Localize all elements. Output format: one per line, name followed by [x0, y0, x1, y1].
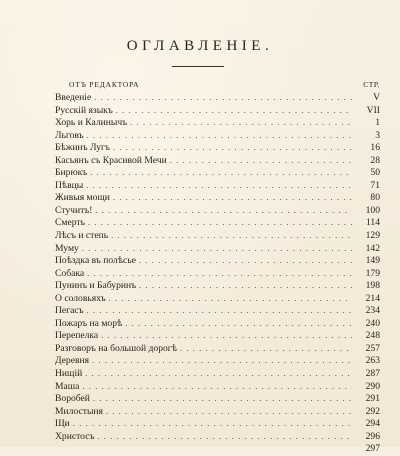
toc-entry-page: 80 — [370, 192, 380, 204]
toc-header-page-label: СТР. — [363, 80, 380, 89]
toc-entry-title: Пунинъ и Бабуринъ — [55, 280, 137, 292]
toc-leader-dots — [73, 418, 352, 431]
toc-entry-page: 100 — [365, 204, 380, 216]
toc-leader-dots — [130, 117, 352, 130]
toc-entry-page: 149 — [365, 255, 380, 267]
toc-leader-dots — [87, 305, 352, 318]
toc-leader-dots — [170, 155, 352, 168]
toc-entry-page: VII — [366, 104, 380, 116]
toc-entry-title: Щи — [55, 418, 70, 430]
toc-last-page: 297 — [365, 443, 380, 455]
toc-entry — [55, 268, 380, 281]
toc-entry-title: Хорь и Калинычъ — [55, 117, 128, 129]
toc-entry-title: Христосъ — [55, 430, 95, 442]
toc-entry — [55, 205, 380, 218]
toc-entry — [55, 155, 380, 168]
toc-leader-dots — [85, 368, 352, 381]
toc-leader-dots — [116, 105, 352, 118]
toc-leader-dots — [86, 180, 352, 193]
toc-entry — [55, 117, 380, 130]
toc-entry-page: 294 — [365, 418, 380, 430]
toc-entry-title: Воробей — [55, 393, 90, 405]
toc-entry-page: 291 — [365, 393, 380, 405]
toc-entry-title: Живыя мощи — [55, 192, 110, 204]
toc-leader-dots — [82, 243, 352, 256]
toc-entry-title: Льговъ — [55, 129, 84, 141]
toc-entry-page: 28 — [370, 154, 380, 166]
toc-entry-title: Поѣздка въ полѣсье — [55, 255, 136, 267]
toc-entry-page: 71 — [370, 179, 380, 191]
toc-leader-dots — [109, 293, 352, 306]
toc-entry-title: Маша — [55, 380, 80, 392]
toc-entry-page: 1 — [375, 117, 380, 129]
toc-header-editor: ОТЪ РЕДАКТОРА — [69, 80, 140, 89]
toc-entry — [55, 343, 380, 356]
toc-entry-page: 129 — [365, 230, 380, 242]
toc-entry-page: 234 — [365, 305, 380, 317]
toc-entry-title: Смерть — [55, 217, 85, 229]
toc-leader-dots — [111, 230, 352, 243]
toc-entry — [55, 368, 380, 381]
toc-entry-title: Бѣжинъ Лугъ — [55, 142, 110, 154]
page-title: ОГЛАВЛЕНІЕ. — [126, 38, 274, 54]
toc-leader-dots — [113, 142, 352, 155]
toc-entry-page: 292 — [365, 405, 380, 417]
toc-leader-dots — [82, 381, 352, 394]
toc-entry — [55, 318, 380, 331]
toc-entry-page: 114 — [365, 217, 380, 229]
toc-entry — [55, 255, 380, 268]
toc-leader-dots — [101, 330, 352, 343]
toc-entry — [55, 393, 380, 406]
toc-entry — [55, 293, 380, 306]
toc-entry — [55, 167, 380, 180]
table-of-contents — [55, 80, 380, 456]
toc-entry-page: 16 — [370, 142, 380, 154]
toc-leader-dots — [95, 205, 352, 218]
toc-entry-title: Муму — [55, 242, 79, 254]
toc-entry-title: Бирюкъ — [55, 167, 88, 179]
toc-entry — [55, 243, 380, 256]
toc-leader-dots — [106, 406, 352, 419]
toc-entry — [55, 105, 380, 118]
toc-entry-page: 240 — [365, 317, 380, 329]
toc-entry-title: О соловьяхъ — [55, 292, 106, 304]
toc-entry-page: V — [373, 92, 380, 103]
toc-leader-dots — [88, 217, 352, 230]
toc-entry-title: Касьянъ съ Красивой Мечи — [55, 154, 167, 166]
toc-entry — [55, 180, 380, 193]
toc-entry-title: Перепелка — [55, 330, 99, 342]
toc-entry — [55, 418, 380, 431]
toc-entry-page: 50 — [370, 167, 380, 179]
toc-entry-title: Введеніе — [55, 92, 92, 103]
toc-entry-page: 287 — [365, 368, 380, 380]
toc-entry-title: Разговоръ на большой дорогѣ — [55, 342, 177, 354]
toc-entry-title: Лѣсъ и степь — [55, 230, 109, 242]
toc-entries — [55, 92, 380, 456]
toc-entry-page: 248 — [365, 330, 380, 342]
toc-entry-title: Пегасъ — [55, 305, 84, 317]
toc-leader-dots — [139, 255, 352, 268]
toc-entry — [55, 280, 380, 293]
toc-entry-title: Пѣвцы — [55, 179, 84, 191]
toc-entry-title: Стучитъ! — [55, 204, 93, 216]
title-rule — [172, 66, 224, 67]
toc-entry — [55, 142, 380, 155]
toc-entry — [55, 192, 380, 205]
toc-entry — [55, 431, 380, 444]
toc-entry-page: 179 — [365, 267, 380, 279]
toc-leader-dots — [93, 393, 352, 406]
toc-entry — [55, 381, 380, 394]
toc-entry-page: 198 — [365, 280, 380, 292]
toc-entry-page: 142 — [365, 242, 380, 254]
toc-entry-title: Нищій — [55, 368, 83, 380]
toc-entry-page: 296 — [365, 430, 380, 442]
toc-leader-dots — [113, 192, 352, 205]
toc-entry-title: Собака — [55, 267, 85, 279]
toc-entry — [55, 92, 380, 105]
toc-entry-title: Пожаръ на морѣ — [55, 317, 123, 329]
toc-leader-dots — [87, 130, 352, 143]
toc-entry-page: 214 — [365, 292, 380, 304]
toc-leader-dots — [94, 92, 352, 105]
toc-leader-dots — [87, 268, 352, 281]
toc-entry — [55, 406, 380, 419]
toc-entry-title: Русскій языкъ — [55, 104, 113, 116]
toc-leader-dots — [92, 355, 352, 368]
toc-entry — [55, 330, 380, 343]
toc-entry-page: 257 — [365, 342, 380, 354]
toc-entry — [55, 130, 380, 143]
toc-header — [55, 80, 380, 90]
toc-entry-page: 263 — [365, 355, 380, 367]
toc-entry — [55, 305, 380, 318]
toc-entry — [55, 230, 380, 243]
toc-leader-dots — [90, 167, 352, 180]
toc-entry-page: 3 — [375, 129, 380, 141]
toc-leader-dots — [139, 280, 352, 293]
toc-entry — [55, 355, 380, 368]
toc-entry-title: Милостыня — [55, 405, 103, 417]
toc-leader-dots — [125, 318, 352, 331]
toc-trailing-page — [55, 443, 380, 456]
toc-leader-dots — [180, 343, 352, 356]
toc-entry — [55, 217, 380, 230]
toc-leader-dots — [97, 431, 352, 444]
toc-entry-page: 290 — [365, 380, 380, 392]
toc-entry-title: Деревня — [55, 355, 90, 367]
